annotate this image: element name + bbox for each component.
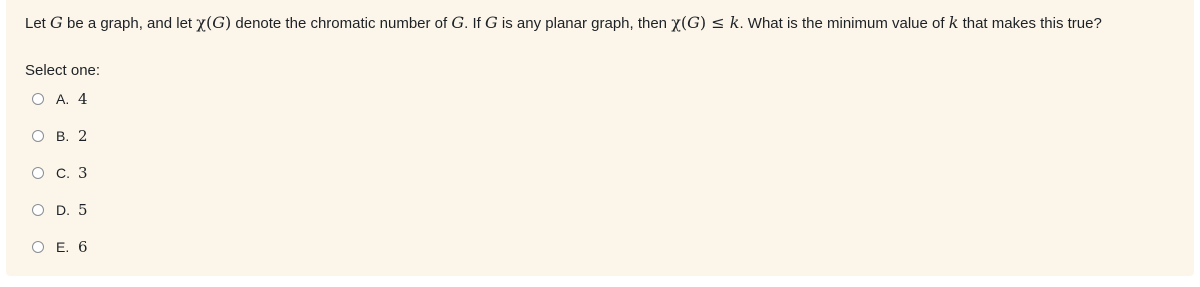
math-chi: χ( [671,13,688,32]
question-text-part: that makes this true? [958,15,1102,32]
option-letter: C. [56,165,70,181]
option-value: 2 [78,127,88,145]
option-letter: D. [56,202,70,218]
answer-option-a[interactable] [32,89,88,109]
math-g: G [50,13,63,32]
option-letter: B. [56,128,70,144]
radio-button[interactable] [32,167,44,179]
option-letter: A. [56,91,70,107]
answer-option-b[interactable] [32,126,88,146]
question-panel [6,0,1194,276]
answer-option-e[interactable] [32,237,88,257]
radio-button[interactable] [32,130,44,142]
radio-button[interactable] [32,93,44,105]
math-g: G [484,13,498,32]
math-chi: χ( [196,13,213,32]
math-leq: ) ≤ [699,13,730,32]
math-k: k [948,13,959,32]
question-text [25,13,1102,34]
question-text-part: is any planar graph, then [497,15,672,32]
question-text-part: . What is the minimum value of [739,15,949,32]
option-value: 5 [78,201,88,219]
option-value: 4 [78,90,88,108]
question-text-part: be a graph, and let [62,15,197,32]
math-paren: ) [224,13,232,32]
radio-button[interactable] [32,241,44,253]
math-g: G [687,13,700,32]
option-value: 6 [78,238,88,256]
math-k: k [729,13,740,32]
select-one-prompt: Select one: [25,62,101,79]
answer-option-c[interactable] [32,163,88,183]
option-value: 3 [78,164,88,182]
math-g: G [212,13,225,32]
option-letter: E. [56,239,70,255]
question-text-part: denote the chromatic number of [231,15,452,32]
answer-options [32,89,88,274]
question-text-part: . If [464,15,485,32]
math-g: G [451,13,465,32]
answer-option-d[interactable] [32,200,88,220]
question-text-part: Let [25,15,51,32]
radio-button[interactable] [32,204,44,216]
